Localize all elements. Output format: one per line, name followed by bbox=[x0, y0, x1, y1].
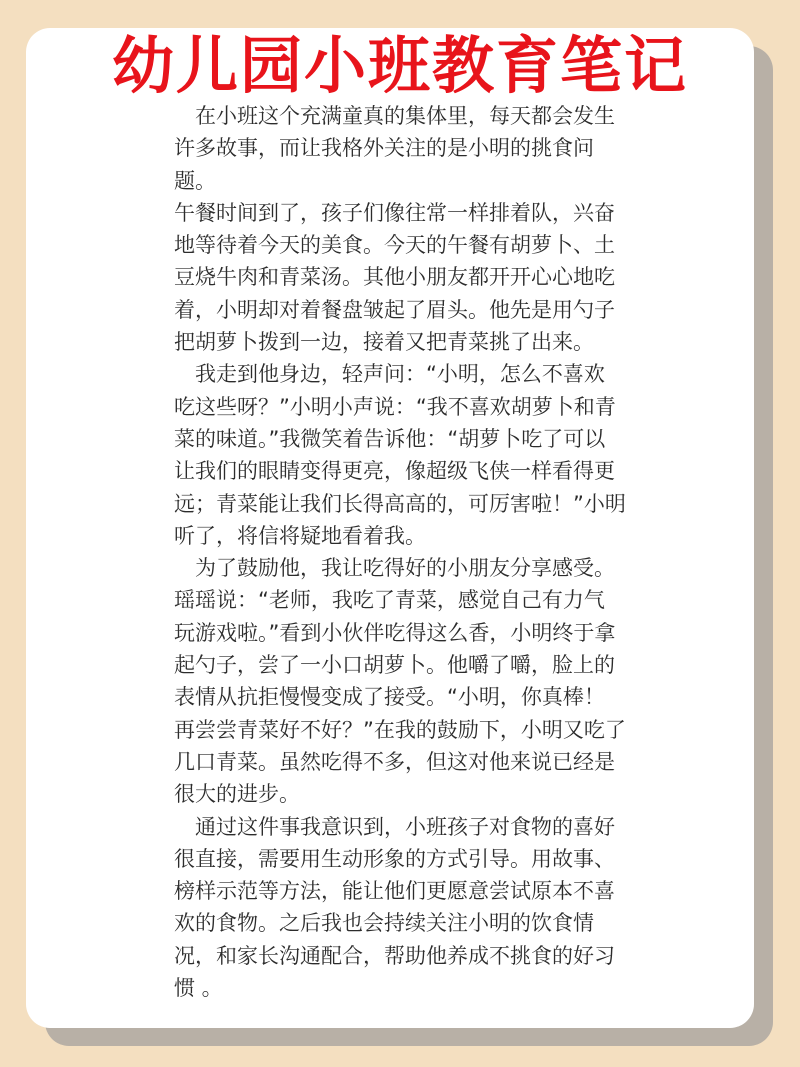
text-line: 菜的味道。”我微笑着告诉他：“胡萝卜吃了可以 bbox=[174, 426, 606, 451]
text-line: 再尝尝青菜好不好？”在我的鼓励下，小明又吃了 bbox=[174, 717, 626, 742]
paragraph bbox=[174, 811, 644, 1005]
text-line: 许多故事，而让我格外关注的是小明的挑食问 bbox=[174, 136, 594, 161]
text-line: 很直接，需要用生动形象的方式引导。用故事、 bbox=[174, 846, 615, 871]
text-line: 把胡萝卜拨到一边，接着又把青菜挑了出来。 bbox=[174, 330, 594, 355]
paragraph bbox=[174, 197, 644, 358]
paragraph bbox=[174, 358, 644, 552]
text-line: 我走到他身边，轻声问：“小明，怎么不喜欢 bbox=[174, 362, 605, 387]
paragraph bbox=[174, 100, 644, 197]
text-line: 豆烧牛肉和青菜汤。其他小朋友都开开心心地吃 bbox=[174, 265, 615, 290]
page-title: 幼儿园小班教育笔记 bbox=[111, 29, 688, 102]
article-body bbox=[174, 100, 644, 1004]
text-line: 在小班这个充满童真的集体里，每天都会发生 bbox=[174, 104, 615, 128]
text-line: 很大的进步。 bbox=[174, 782, 300, 807]
text-line: 午餐时间到了，孩子们像往常一样排着队，兴奋 bbox=[174, 200, 615, 225]
text-line: 况，和家长沟通配合，帮助他养成不挑食的好习 bbox=[174, 943, 615, 968]
text-line: 榜样示范等方法，能让他们更愿意尝试原本不喜 bbox=[174, 879, 615, 904]
text-line: 着，小明却对着餐盘皱起了眉头。他先是用勺子 bbox=[174, 297, 615, 322]
text-line: 欢的食物。之后我也会持续关注小明的饮食情 bbox=[174, 911, 594, 936]
text-line: 听了，将信将疑地看着我。 bbox=[174, 523, 426, 548]
text-line: 让我们的眼睛变得更亮，像超级飞侠一样看得更 bbox=[174, 459, 615, 484]
text-line: 远；青菜能让我们长得高高的，可厉害啦！”小明 bbox=[174, 491, 626, 516]
paragraph bbox=[174, 552, 644, 810]
text-line: 吃这些呀？”小明小声说：“我不喜欢胡萝卜和青 bbox=[174, 394, 616, 419]
text-line: 惯 。 bbox=[174, 976, 223, 1001]
text-line: 瑶瑶说：“老师，我吃了青菜，感觉自己有力气 bbox=[174, 588, 605, 613]
text-line: 玩游戏啦。”看到小伙伴吃得这么香，小明终于拿 bbox=[174, 620, 616, 645]
text-line: 起勺子，尝了一小口胡萝卜。他嚼了嚼，脸上的 bbox=[174, 653, 615, 678]
text-line: 通过这件事我意识到，小班孩子对食物的喜好 bbox=[174, 814, 615, 839]
text-line: 地等待着今天的美食。今天的午餐有胡萝卜、土 bbox=[174, 233, 615, 258]
text-line: 题。 bbox=[174, 168, 216, 193]
text-line: 为了鼓励他，我让吃得好的小朋友分享感受。 bbox=[174, 556, 615, 581]
text-line: 表情从抗拒慢慢变成了接受。“小明，你真棒！ bbox=[174, 685, 605, 710]
text-line: 几口青菜。虽然吃得不多，但这对他来说已经是 bbox=[174, 749, 615, 774]
